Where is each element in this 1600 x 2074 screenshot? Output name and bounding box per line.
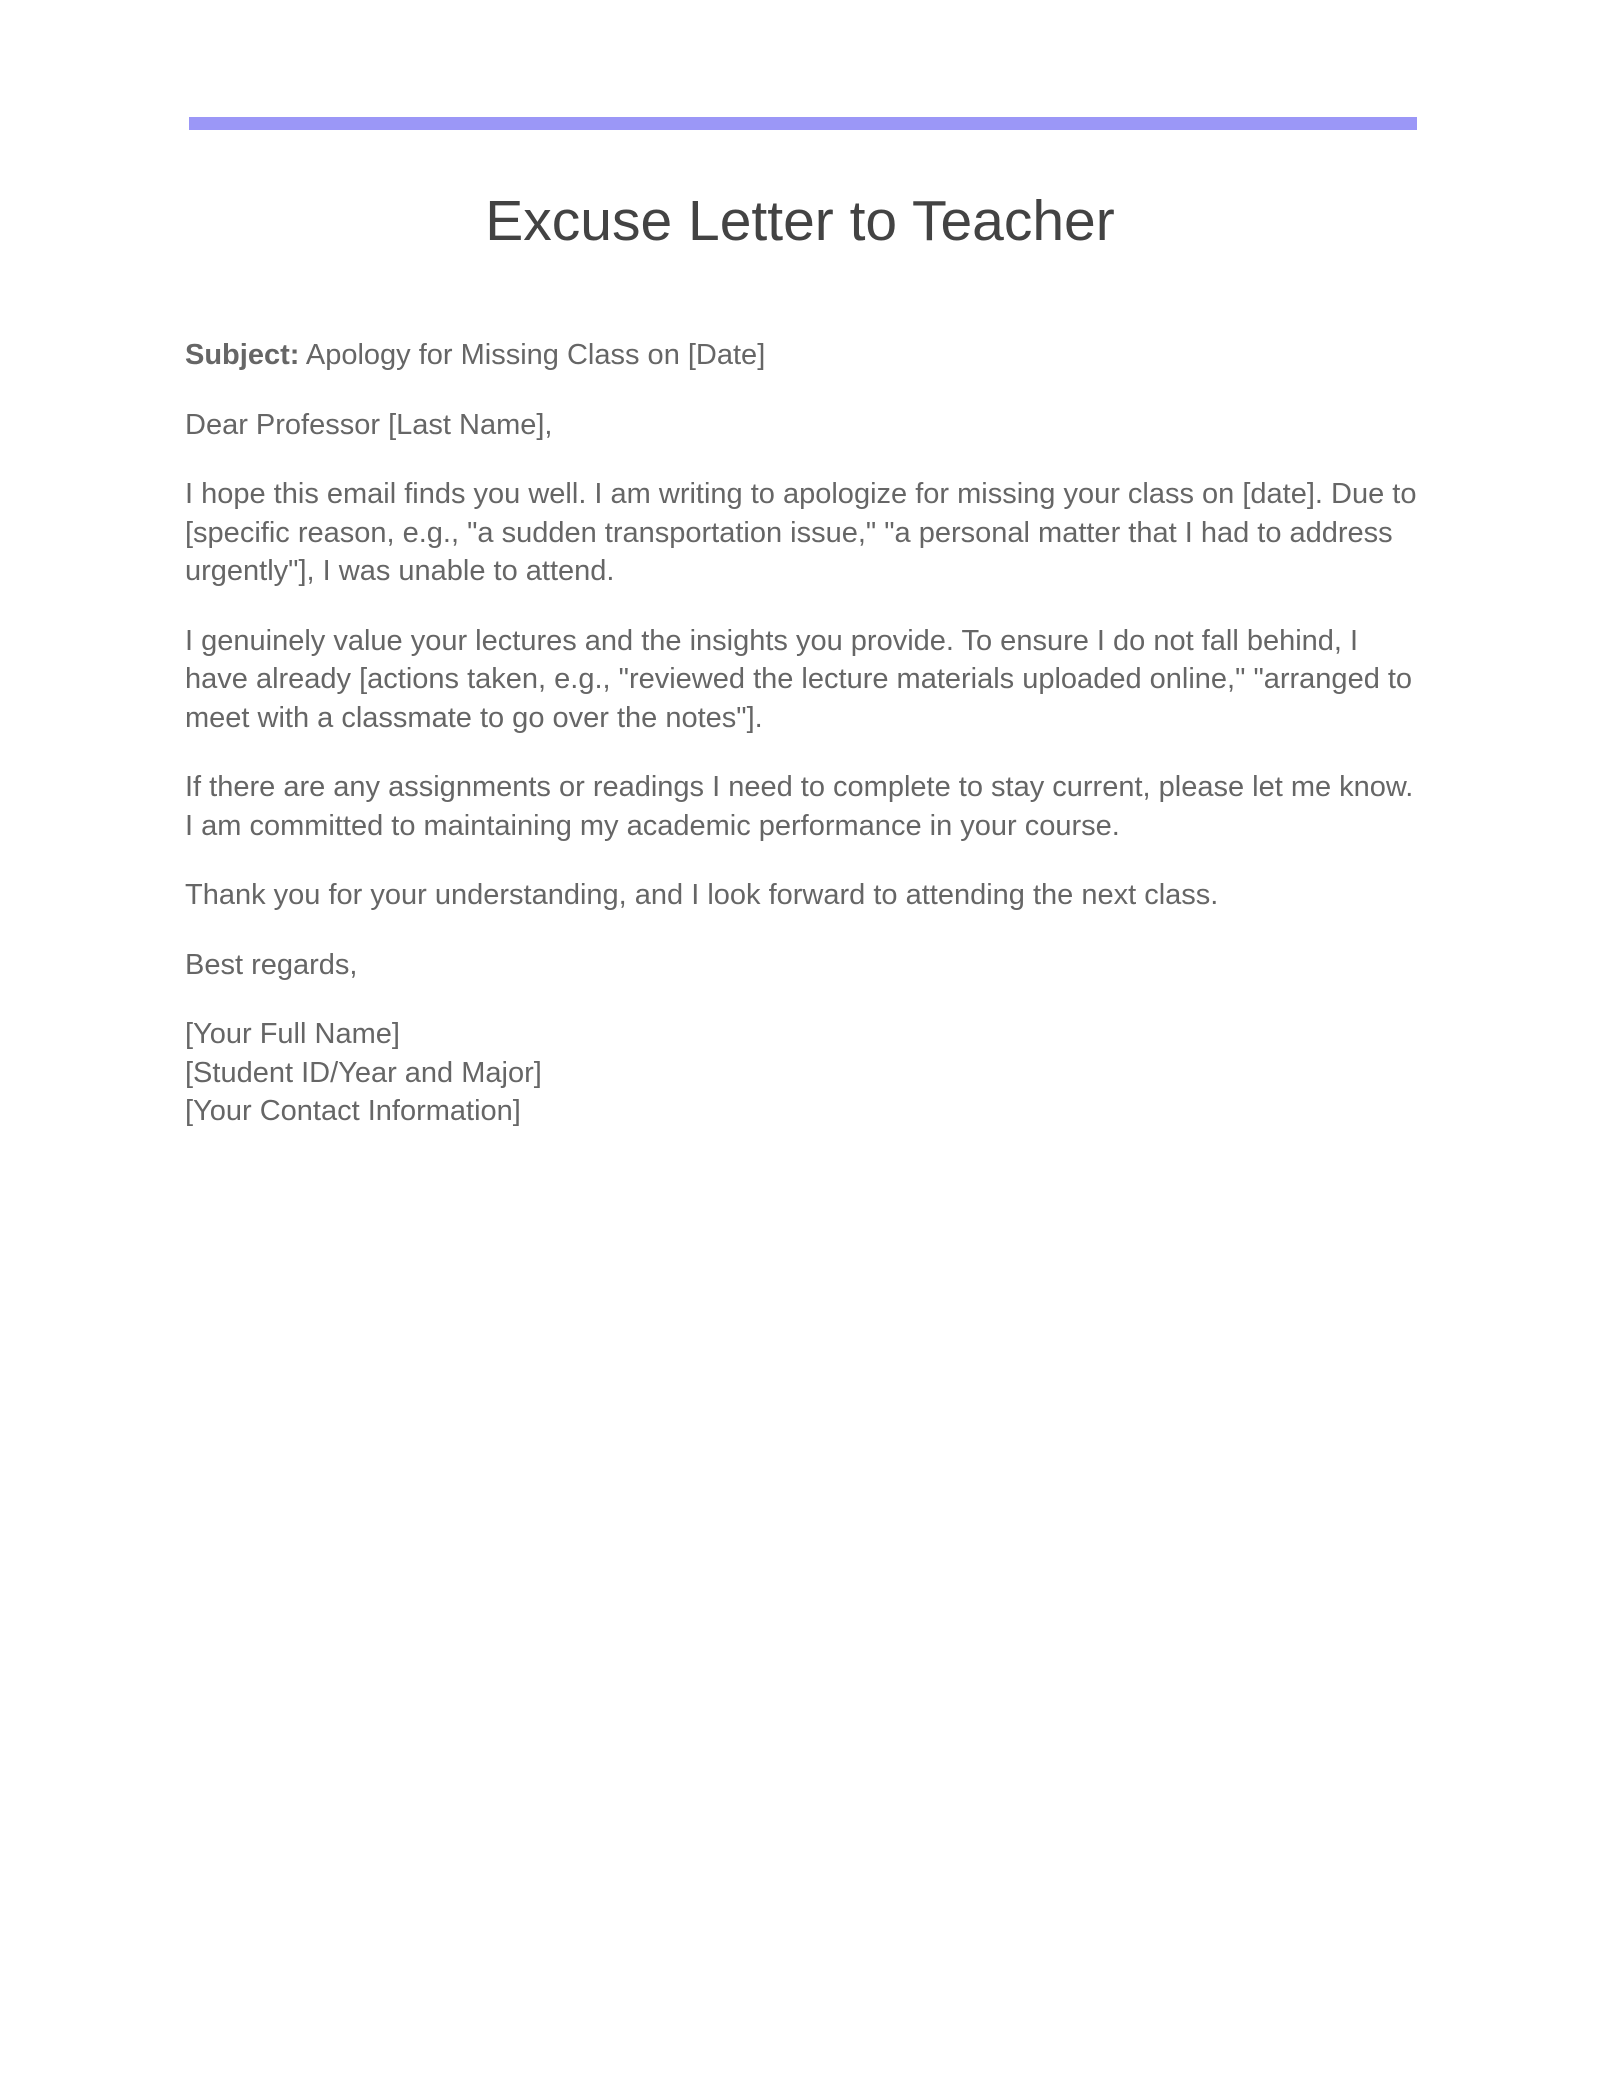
letter-body xyxy=(185,336,1425,1131)
document-title: Excuse Letter to Teacher xyxy=(485,189,1115,253)
subject-text: Apology for Missing Class on [Date] xyxy=(305,339,766,371)
signature-block xyxy=(185,1015,1425,1131)
signature-full-name: [Your Full Name] xyxy=(185,1018,400,1050)
paragraph-thanks: Thank you for your understanding, and I look forward to attending the next class. xyxy=(185,879,1219,911)
subject-label: Subject: xyxy=(185,339,300,371)
closing: Best regards, xyxy=(185,948,358,981)
paragraph-assignments: If there are any assignments or readings I need to complete to stay current, please let me know. I am committed to maintaining my academic performance in your course. xyxy=(185,771,1414,842)
salutation: Dear Professor [Last Name], xyxy=(185,408,553,441)
paragraph-actions: I genuinely value your lectures and the insights you provide. To ensure I do not fall behind, I have already [actions taken, e.g., "reviewed the lecture materials uploaded online," "arranged to meet with a classmate to go over the notes"]. xyxy=(185,624,1413,734)
signature-contact-info: [Your Contact Information] xyxy=(185,1095,521,1127)
signature-student-id: [Student ID/Year and Major] xyxy=(185,1056,542,1089)
paragraph-intro: I hope this email finds you well. I am writing to apologize for missing your class on [date]. Due to [specific reason, e.g., "a sudden transportation issue," "a personal matter that I had to address urgently"], I was unable to attend. xyxy=(185,478,1417,587)
subject-line xyxy=(185,336,1425,375)
header-accent-bar xyxy=(189,117,1417,130)
